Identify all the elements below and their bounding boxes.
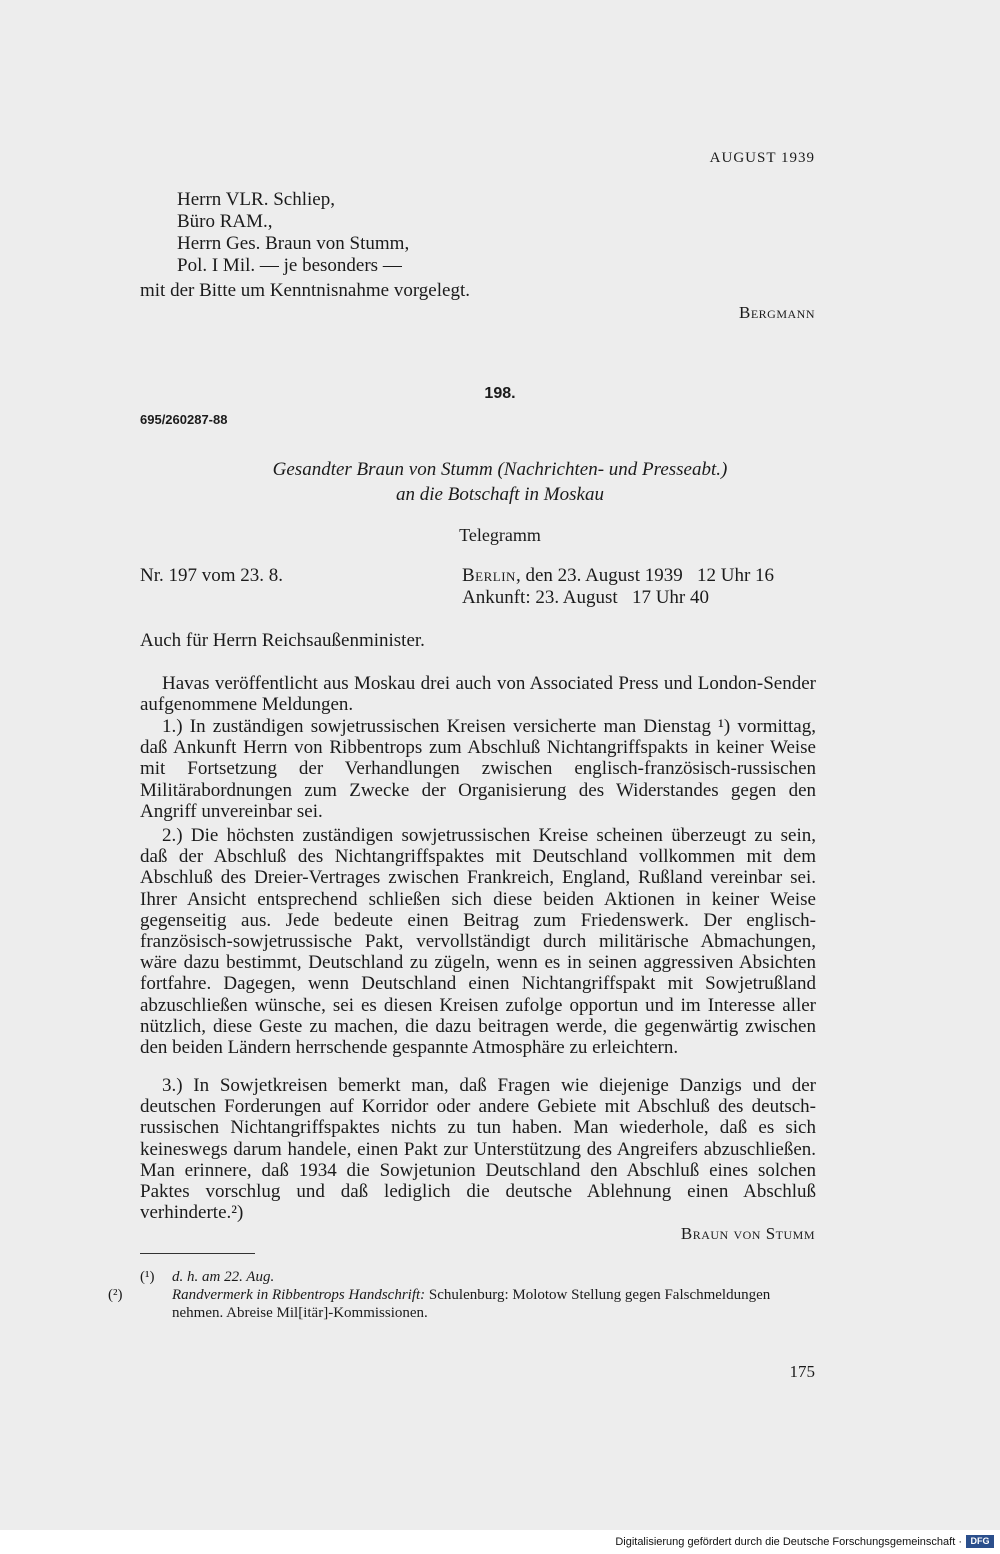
page-number: 175 (789, 1362, 815, 1381)
recipient-line: Herrn Ges. Braun von Stumm, (177, 233, 410, 254)
body-intro: Havas veröffentlicht aus Moskau drei auch von Associated Press und London-Sender aufgenommene Meldungen. (140, 673, 816, 716)
footnote-1 (140, 1268, 816, 1286)
footnote-mark: (¹) (140, 1269, 155, 1285)
sent-time: , den 23. August 1939 12 Uhr 16 (515, 565, 775, 586)
telegram-signature: Braun von Stumm (680, 1224, 815, 1243)
cover-note: mit der Bitte um Kenntnisnahme vorgelegt. (140, 280, 470, 301)
footnote-text: Schulenburg: Molotow Stellung gegen Falschmeldungen nehmen. Abreise Mil[itär]-Kommissionen. (172, 1287, 771, 1321)
arrival-date: Ankunft: 23. August 17 Uhr 40 (462, 587, 709, 608)
document-subtitle: an die Botschaft in Moskau (396, 484, 604, 505)
footer-bar (0, 1530, 1000, 1554)
document-number: 198. (484, 385, 516, 402)
addressee-note: Auch für Herrn Reichsaußenminister. (140, 630, 425, 651)
footer-credit: Digitalisierung gefördert durch die Deutsche Forschungsgemeinschaft · (615, 1536, 962, 1548)
footnote-2 (108, 1286, 816, 1322)
sent-city: Berlin (462, 565, 516, 586)
footnote-mark: (²) (108, 1287, 123, 1303)
header-date: AUGUST 1939 (709, 150, 815, 166)
body-paragraph-2: 2.) Die höchsten zuständigen sowjetrussischen Kreise scheinen überzeugt zu sein, daß der Abschluß des Nichtangriffspaktes mit Deutschland vollkommen mit dem Abschluß des Dreier-Vertrages zwischen Frankreich, England, Rußland vereinbar sei. Ihrer Ansicht entsprechend schließen sich diese beiden Aktionen in keiner Weise gegenseitig aus. Jede bedeute einen Beitrag zum Friedenswerk. Der englisch-französisch-sowjetrussische Pakt, vervollständigt durch militärische Abmachungen, wäre dazu bestimmt, Deutschland zu zügeln, wenn es in seinen aggressiven Absichten fortfahre. Dagegen, wenn Deutschland einen Nichtangriffspakt mit Sowjetrußland abzuschließen wünsche, sei es diesen Kreisen zufolge opportun und im Interesse aller nützlich, diese Geste zu machen, die dazu beitragen werde, die gegenwärtig zwischen den beiden Ländern herrschende gespannte Atmosphäre zu erleichtern. (140, 825, 816, 1059)
recipient-line: Herrn VLR. Schliep, (177, 189, 335, 210)
footnote-divider (140, 1253, 255, 1254)
footnote-italic: Randvermerk in Ribbentrops Handschrift: (172, 1287, 426, 1303)
dfg-logo[interactable]: DFG (966, 1535, 994, 1548)
recipient-line: Pol. I Mil. — je besonders — (177, 255, 402, 276)
body-paragraph-1: 1.) In zuständigen sowjetrussischen Kreisen versicherte man Dienstag ¹) vormittag, daß Ankunft Herrn von Ribbentrops zum Abschluß Nichtangriffspakts in keiner Weise mit Fortsetzung der Verhandlungen zwischen englisch-französisch-russischen Militärabordnungen zum Zwecke der Organisierung des Widerstandes gegen den Angriff unvereinbar sei. (140, 716, 816, 822)
footnote-italic: d. h. am 22. Aug. (172, 1269, 275, 1285)
telegram-number: Nr. 197 vom 23. 8. (140, 565, 284, 586)
sent-date (462, 565, 774, 587)
file-number: 695/260287-88 (140, 412, 228, 427)
cover-signature: Bergmann (738, 303, 815, 322)
document-type: Telegramm (459, 525, 541, 545)
recipient-line: Büro RAM., (177, 211, 273, 232)
body-paragraph-3: 3.) In Sowjetkreisen bemerkt man, daß Fragen wie diejenige Danzigs und der deutschen Forderungen auf Korridor oder andere Gebiete mit Abschluß des deutsch-russischen Nichtangriffspaktes nichts zu tun haben. Man wiederhole, daß es sich keineswegs darum handele, einen Pakt zur Unterstützung des Angreifers abzuschließen. Man erinnere, daß 1934 die Sowjetunion Deutschland den Abschluß eines solchen Paktes vorschlug und daß lediglich die deutsche Ablehnung einen Abschluß verhinderte.²) (140, 1075, 816, 1224)
document-title: Gesandter Braun von Stumm (Nachrichten- und Presseabt.) (272, 459, 728, 480)
